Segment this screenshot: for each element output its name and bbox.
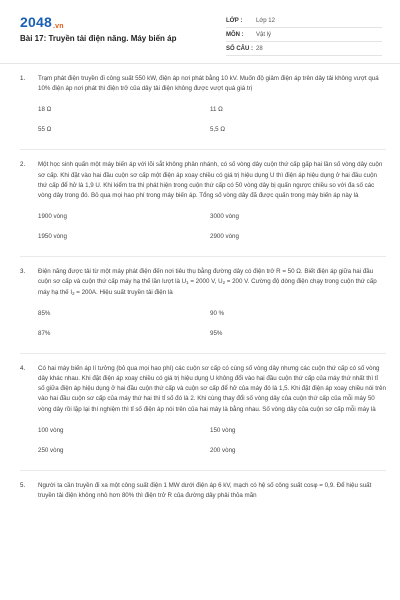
question (20, 481, 386, 501)
answer-option[interactable]: 5,5 Ω (210, 126, 225, 134)
question-number: 3. (20, 268, 26, 276)
logo-main: 2048 (20, 14, 52, 30)
answer-option[interactable]: 87% (38, 329, 51, 337)
question-number: 4. (20, 364, 26, 372)
logo-suffix: .vn (52, 23, 64, 30)
question-text-part: Điện năng được tải từ một máy phát điện đến nơi tiêu thụ bằng đường dây có điện trở R = 50 Ω. Biết điện áp giữa hai đầu cuộn sơ cấp và cuộn thứ cấp máy hạ thế lần lượt là U (38, 268, 374, 286)
meta-value: Lớp 12 (256, 17, 275, 24)
lesson-title: Bài 17: Truyền tải điện năng. Máy biến áp (20, 34, 177, 43)
question-block-2 (20, 160, 386, 242)
answer-grid (38, 426, 386, 456)
meta-row-count (226, 42, 382, 56)
question-text-part: = 200A. Hiệu suất truyền tải điện là (74, 288, 173, 296)
question-list (20, 74, 386, 501)
question (20, 267, 386, 298)
meta-table (226, 14, 382, 56)
divider (20, 353, 386, 354)
question-block-1 (20, 74, 386, 135)
answer-option[interactable]: 1950 vòng (38, 233, 67, 241)
meta-label: SỐ CÂU : (226, 45, 253, 52)
site-logo[interactable] (20, 14, 64, 30)
question-block-4 (20, 364, 386, 456)
answer-option[interactable]: 1900 vòng (38, 213, 67, 221)
meta-row-class (226, 14, 382, 28)
question-text (38, 267, 386, 298)
divider (20, 256, 386, 257)
answer-grid (38, 212, 386, 242)
question-number: 2. (20, 161, 26, 169)
question-text-part: = 2000 V, U (188, 278, 223, 286)
question-block-3 (20, 267, 386, 339)
answer-grid (38, 309, 386, 339)
answer-option[interactable]: 150 vòng (210, 426, 236, 434)
question-text: Trạm phát điện truyền đi công suất 550 kW, điện áp nơi phát bằng 10 kV. Muốn độ giảm điện áp trên dây tải không vượt quá 10% điện áp nơi phát thì điện trở của dây tải điện không được vượt quá giá trị (38, 75, 379, 93)
answer-option[interactable]: 85% (38, 309, 51, 317)
answer-option[interactable]: 55 Ω (38, 126, 52, 134)
question (20, 74, 386, 94)
answer-option[interactable]: 95% (210, 329, 223, 337)
answer-option[interactable]: 11 Ω (210, 106, 223, 114)
answer-option[interactable]: 2900 vòng (210, 233, 239, 241)
answer-option[interactable]: 90 % (210, 309, 225, 317)
meta-label: MÔN : (226, 31, 244, 38)
answer-option[interactable]: 3000 vòng (210, 213, 239, 221)
answer-option[interactable]: 200 vòng (210, 446, 236, 454)
question-text: Có hai máy biến áp lí tưởng (bỏ qua mọi hao phí) các cuộn sơ cấp có cùng số vòng dây nhưng các cuộn thứ cấp có số vòng dây khác nhau. Khi đặt điện áp xoay chiều có giá trị hiệu dụng U không đổi vào hai đầu cuộn thứ cấp của máy thứ nhất thì tỉ số giữa điện áp hiệu dụng ở hai đầu cuộn thứ cấp và cuộn sơ cấp để hở của máy đó là 1,5. Khi đặt điện áp xoay chiều nói trên vào hai đầu cuộn sơ cấp của máy thứ hai thì tỉ số đó là 2. Khi cùng thay đổi số vòng dây của cuộn thứ cấp của mỗi máy 50 vòng dây rồi lặp lại thí nghiệm thì tỉ số điện áp nói trên của hai máy là bằng nhau. Số vòng dây của cuộn sơ cấp mỗi máy là (38, 364, 386, 413)
question-text: Người ta cần truyền đi xa một công suất điện 1 MW dưới điện áp 6 kV, mạch có hệ số công suất cosφ = 0,9. Để hiệu suất truyền tải điện không nhỏ hơn 80% thì điện trở R của đường dây phải thỏa mãn (38, 481, 372, 500)
meta-value: 28 (256, 45, 263, 52)
subscript: 2 (72, 290, 75, 296)
answer-option[interactable]: 18 Ω (38, 106, 52, 114)
question-text-part: = 200 V. Cường độ dòng điện chạy trong cuộn thứ cấp máy hạ thế I (38, 278, 377, 296)
page-header (0, 0, 400, 64)
question-block-5 (20, 481, 386, 501)
divider (20, 149, 386, 150)
question-number: 5. (20, 481, 26, 489)
meta-value: Vật lý (256, 31, 272, 38)
question (20, 160, 386, 201)
meta-row-subject (226, 28, 382, 42)
question (20, 364, 386, 415)
answer-option[interactable]: 250 vòng (38, 446, 64, 454)
answer-option[interactable]: 100 vòng (38, 426, 64, 434)
answer-grid (38, 105, 386, 135)
subscript: 1 (186, 280, 189, 286)
divider (20, 470, 386, 471)
subscript: 2 (222, 280, 226, 286)
meta-label: LỚP : (226, 17, 243, 24)
question-text: Một học sinh quấn một máy biến áp với lõi sắt không phân nhánh, có số vòng dây cuộn thứ cấp gấp hai lần số vòng dây cuộn sơ cấp. Khi đặt vào hai đầu cuộn sơ cấp một điện áp xoay chiều có giá trị hiệu dụng U thì điện áp hiệu dụng ở hai đầu cuộn thứ cấp để hở là 1,9 U. Khi kiểm tra thì phát hiện trong cuộn thứ cấp có 50 vòng dây bị quấn ngược chiều so với đa số các vòng dây trong đó. Bỏ qua mọi hao phí trong máy biến áp. Tổng số vòng dây đã được quấn trong máy biến áp này là (38, 161, 383, 200)
question-number: 1. (20, 75, 26, 82)
